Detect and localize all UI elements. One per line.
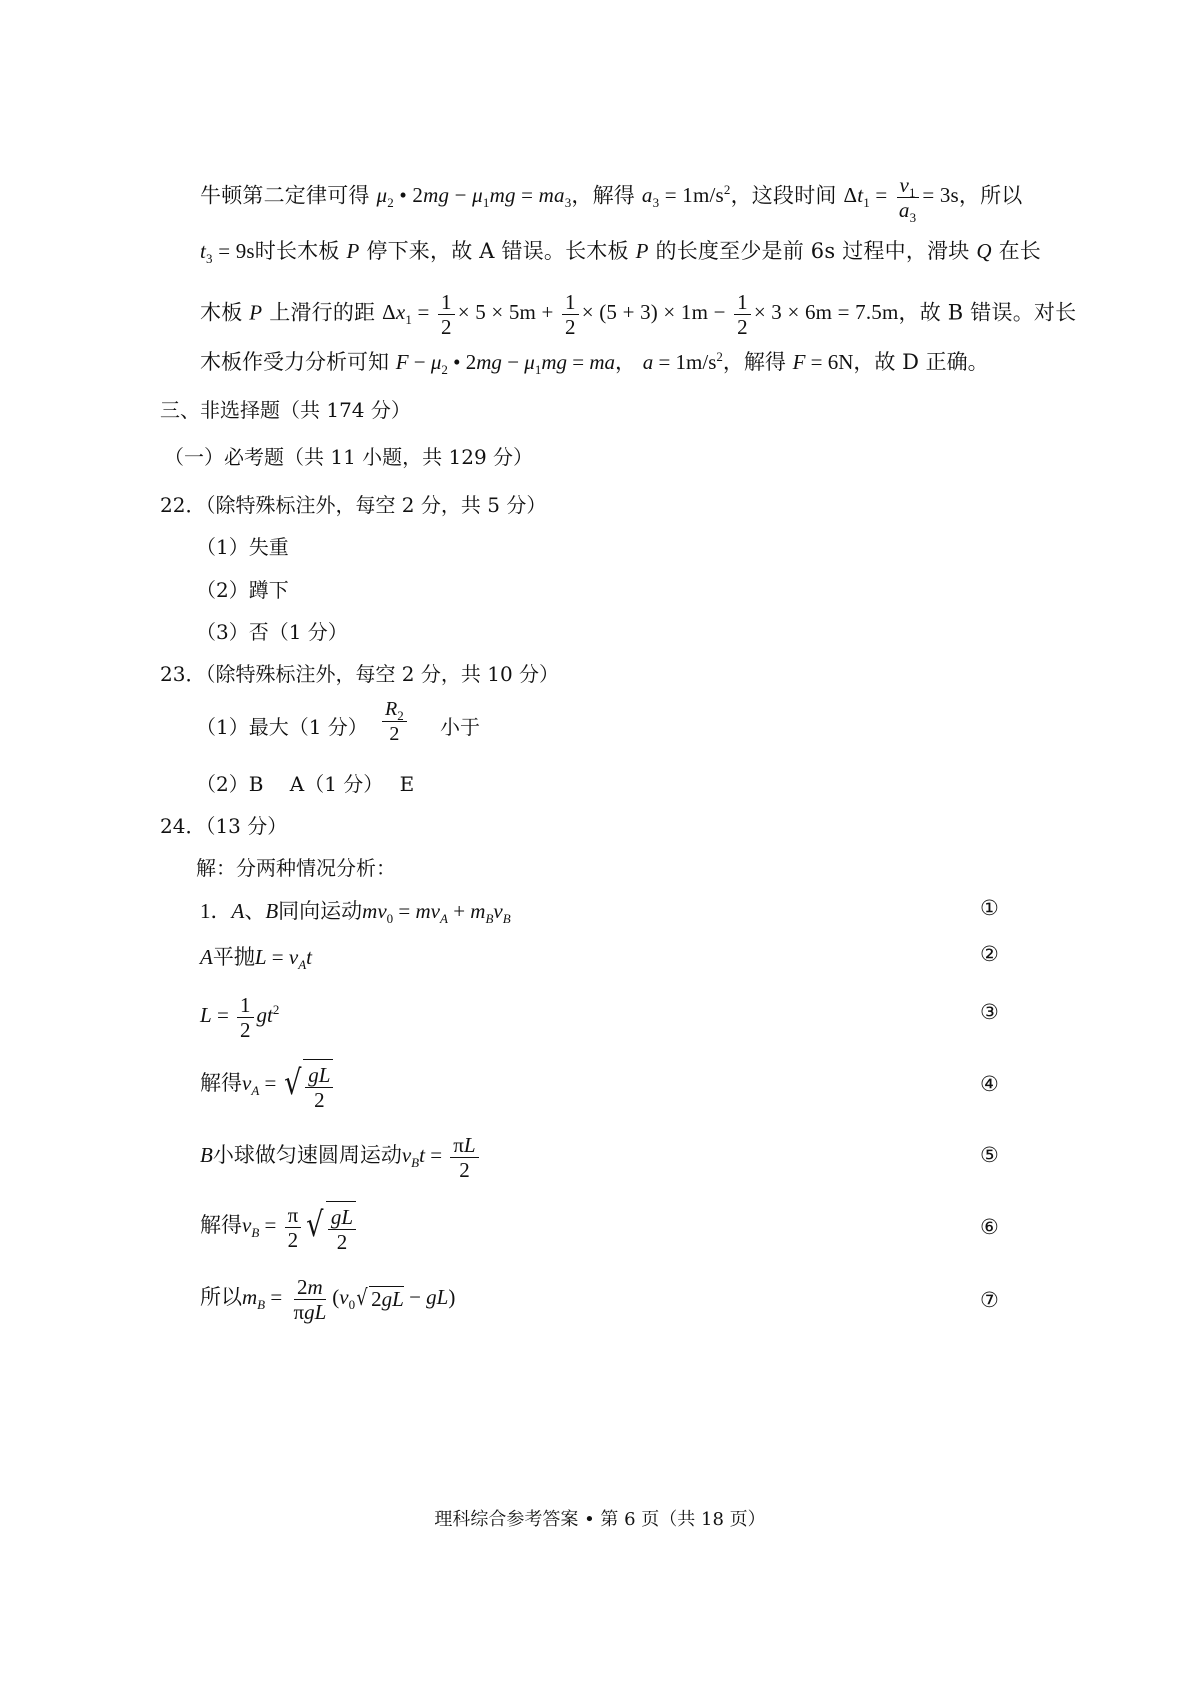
text-segment: 解得 [200, 1071, 242, 1095]
formula: F = 6N [792, 350, 854, 374]
text-segment: 同向运动 [278, 899, 363, 923]
text-segment: 上滑行的距 [269, 300, 376, 325]
q22-answer-2: （2）蹲下 [196, 578, 289, 602]
q23-answer-2: （2）B A（1 分） E [196, 772, 415, 796]
q24-step-1: 1．A、B同向运动$mv_0 = mv_A + m_Bv_B$ [200, 899, 511, 927]
q23-answer-1-fraction: $\frac{R_2}{2}$ [382, 697, 407, 746]
q24-step-6: 解得$v_B$ = $\frac{\pi}{2}$ √ $\frac{gL}{2}$ [200, 1200, 1040, 1254]
equation-number: ③ [980, 1000, 999, 1024]
q23-header: 23．（除特殊标注外，每空 2 分，共 10 分） [160, 662, 560, 686]
formula: $\Delta x_1$ = $\frac{1}{2}$ × 5 × 5m + $\frac{1}{2}$ × (5 + 3) × 1m − $\frac{1}{2}$ × 3 × 6m = 7.5m [382, 290, 899, 339]
equation-number: ④ [980, 1072, 999, 1096]
text-segment: 牛顿第二定律可得 [200, 183, 370, 208]
q24-intro: 解：分两种情况分析： [196, 856, 396, 880]
formula: $\Delta t_1$ = $\frac{v_1}{a_3}$ = 3s [843, 173, 959, 226]
q24-header: 24．（13 分） [160, 814, 288, 838]
text-segment: 平抛 [212, 945, 255, 969]
paragraph-line-1 [200, 173, 1040, 226]
text-segment: ，故 B 错误。对长 [898, 300, 1077, 325]
text-segment: 的长度至少是前 6s 过程中，滑块 [655, 239, 970, 263]
text-segment: ，这段时间 [730, 183, 837, 208]
formula: $\mu_2$ • $2mg - \mu_1mg = ma_3$ [376, 183, 572, 211]
text-segment: 木板作受力分析可知 [200, 350, 389, 374]
q24-step-4: 解得$v_A$ = √ $\frac{gL}{2}$ [200, 1058, 1040, 1112]
paragraph-line-4: 木板作受力分析可知 $F - \mu_2$ • $2mg - \mu_1mg$ = ma， $a = 1m/s^2$，解得 F = 6N，故 D 正确。 [200, 349, 989, 378]
q23-answer-1-compare: 小于 [440, 715, 480, 739]
equation-number: ② [980, 942, 999, 966]
page-footer: 理科综合参考答案 • 第 6 页（共 18 页） [434, 1509, 766, 1530]
text-segment: 停下来，故 A 错误。长木板 [366, 239, 629, 263]
q22-answer-1: （1）失重 [196, 535, 289, 559]
equation-number: ⑦ [980, 1288, 999, 1312]
q24-step-2: A平抛$L = v_At$ [200, 945, 312, 973]
text-segment: 所以 [200, 1285, 242, 1309]
formula: P [249, 300, 263, 325]
q24-step-5: B小球做匀速圆周运动$v_Bt$ = $\frac{\pi L}{2}$ [200, 1130, 1040, 1182]
text-segment: 小球做匀速圆周运动 [212, 1143, 402, 1167]
equation-number: ① [980, 896, 999, 920]
text-segment: ，故 D 正确。 [853, 350, 989, 374]
formula: P [346, 239, 360, 263]
q22-header: 22．（除特殊标注外，每空 2 分，共 5 分） [160, 493, 547, 517]
section-heading: 三、非选择题（共 174 分） [160, 398, 411, 422]
formula: Q [976, 239, 992, 263]
subsection-heading: （一）必考题（共 11 小题，共 129 分） [164, 445, 534, 469]
q24-step-7: 所以$m_B$ = $\frac{2m}{\text{πgL}}$ ($v_0$ √ 2gL − gL) [200, 1274, 456, 1324]
q23-answer-1-label: （1）最大（1 分） [196, 715, 368, 739]
equation-number: ⑤ [980, 1143, 999, 1167]
formula: P [635, 239, 649, 263]
text-segment: ，解得 [571, 183, 636, 208]
text-segment: 在长 [998, 239, 1041, 263]
formula: $t_3 = 9s$ [200, 239, 255, 267]
text-segment: ，所以 [958, 183, 1023, 208]
formula: $F - \mu_2$ • $2mg - \mu_1mg$ = ma [395, 350, 616, 378]
text-segment: 木板 [200, 300, 243, 325]
formula: $a_3 = 1m/s^2$ [641, 182, 731, 211]
paragraph-line-3 [200, 290, 1077, 339]
text-segment: 时长木板 [254, 239, 340, 263]
paragraph-line-2 [200, 236, 1040, 266]
formula: $a = 1m/s^2$ [642, 349, 723, 374]
q24-step-3: L = $\frac{1}{2}$ $gt^2$ [200, 992, 280, 1042]
q22-answer-3: （3）否（1 分） [196, 620, 348, 644]
text-segment: ，解得 [722, 350, 786, 374]
text-segment: 解得 [200, 1213, 242, 1237]
equation-number: ⑥ [980, 1215, 999, 1239]
